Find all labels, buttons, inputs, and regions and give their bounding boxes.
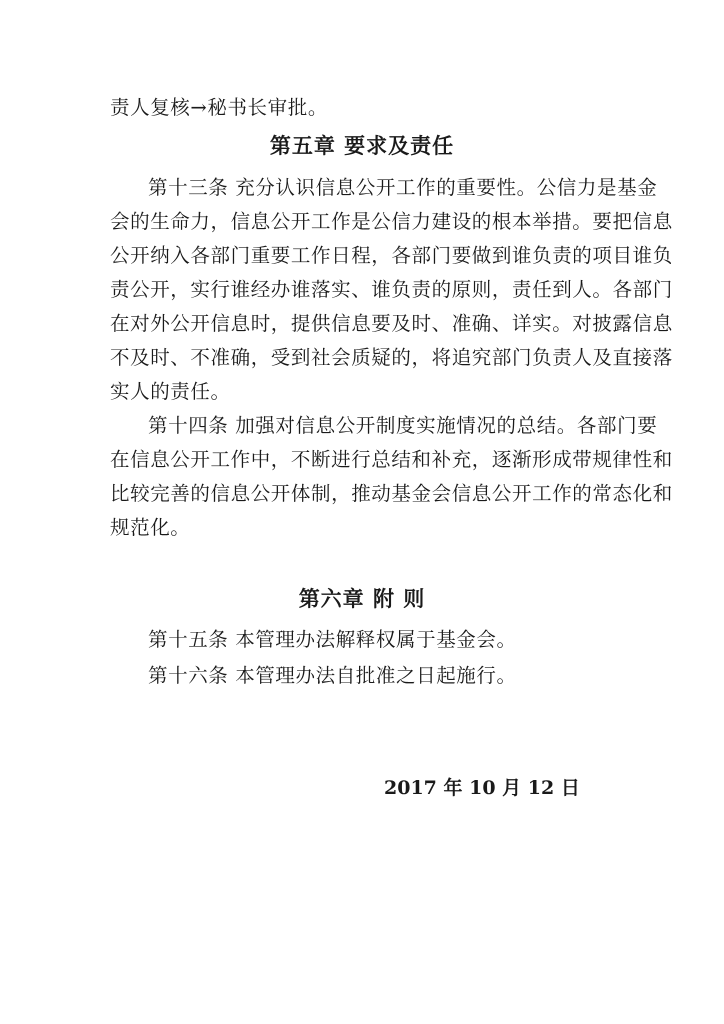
article-14-line: 第十四条 加强对信息公开制度实施情况的总结。各部门要 bbox=[148, 414, 658, 437]
continuation-text: 责人复核→秘书长审批。 bbox=[110, 96, 328, 119]
article-13-line: 公开纳入各部门重要工作日程，各部门要做到谁负责的项目谁负 bbox=[110, 244, 673, 267]
article-14-line: 规范化。 bbox=[110, 516, 191, 539]
article-13-line: 责公开，实行谁经办谁落实、谁负责的原则，责任到人。各部门 bbox=[110, 278, 673, 301]
article-15: 第十五条 本管理办法解释权属于基金会。 bbox=[148, 628, 517, 651]
article-13-line: 实人的责任。 bbox=[110, 380, 231, 403]
document-date: 2017 年 10 月 12 日 bbox=[384, 777, 580, 799]
article-13-line: 在对外公开信息时，提供信息要及时、准确、详实。对披露信息 bbox=[110, 312, 673, 335]
article-16: 第十六条 本管理办法自批准之日起施行。 bbox=[148, 664, 517, 687]
article-13-line: 不及时、不准确，受到社会质疑的，将追究部门负责人及直接落 bbox=[110, 346, 673, 369]
article-13-line: 会的生命力，信息公开工作是公信力建设的根本举措。要把信息 bbox=[110, 210, 673, 233]
chapter-5-title: 第五章 要求及责任 bbox=[269, 133, 455, 158]
article-14-line: 比较完善的信息公开体制，推动基金会信息公开工作的常态化和 bbox=[110, 482, 673, 505]
article-14-line: 在信息公开工作中，不断进行总结和补充，逐渐形成带规律性和 bbox=[110, 448, 673, 471]
chapter-6-title: 第六章 附 则 bbox=[298, 586, 426, 611]
article-13-line: 第十三条 充分认识信息公开工作的重要性。公信力是基金 bbox=[148, 176, 658, 199]
